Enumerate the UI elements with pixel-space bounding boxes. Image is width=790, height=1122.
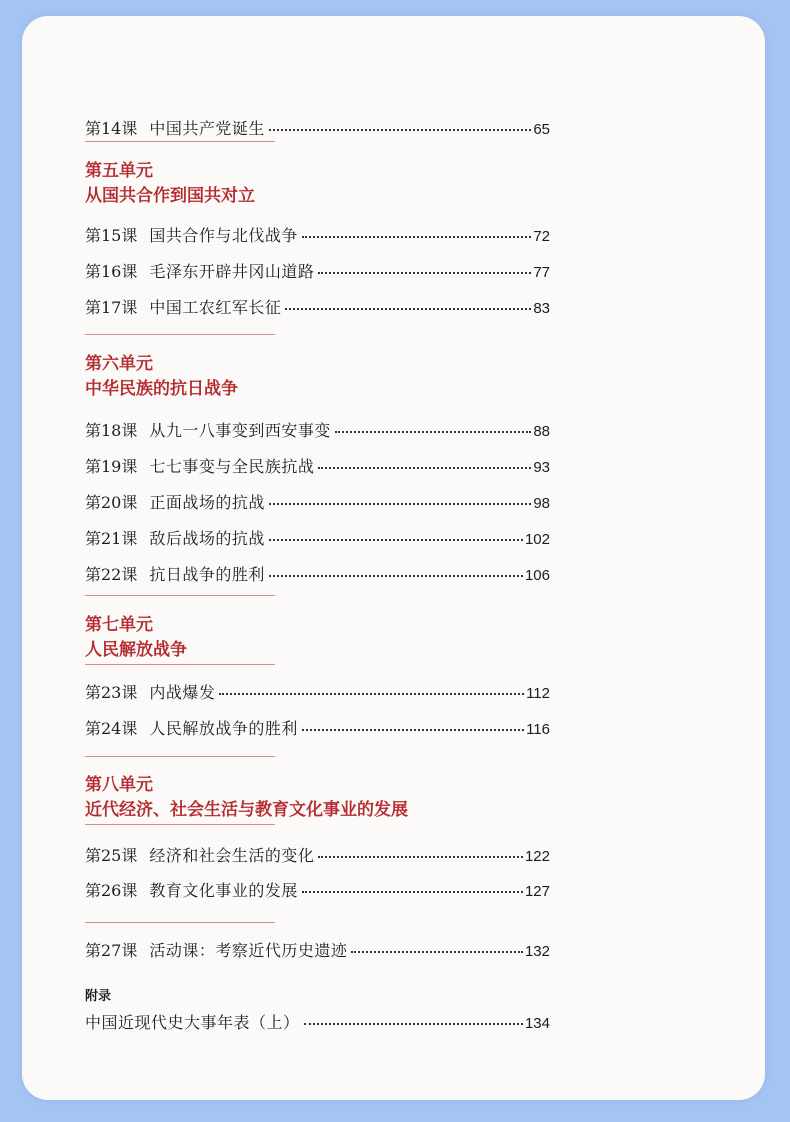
- lesson-title: 正面战场的抗战: [149, 493, 265, 512]
- dot-leader: [318, 272, 531, 274]
- toc-entry-lesson26[interactable]: [85, 878, 550, 901]
- page-number: 98: [533, 495, 550, 512]
- lesson-title: 人民解放战争的胜利: [149, 719, 298, 738]
- separator-line: [85, 824, 275, 825]
- unit6-title: 中华民族的抗日战争: [85, 379, 238, 399]
- lesson-title: 中国共产党诞生: [149, 119, 265, 138]
- lesson-number: 第24课: [85, 719, 138, 738]
- lesson-number: 第19课: [85, 457, 138, 476]
- dot-leader: [318, 856, 523, 858]
- toc-entry-lesson24[interactable]: [85, 716, 550, 739]
- page-number: 127: [524, 883, 550, 900]
- unit8-title: 近代经济、社会生活与教育文化事业的发展: [85, 800, 408, 820]
- lesson-title: 七七事变与全民族抗战: [149, 457, 315, 476]
- toc-entry-lesson18[interactable]: [85, 418, 550, 441]
- page-number: 116: [526, 721, 550, 738]
- unit5-label: 第五单元: [85, 161, 153, 181]
- lesson-number: 第23课: [85, 683, 138, 702]
- lesson-number: 第15课: [85, 226, 138, 245]
- separator-line: [85, 334, 275, 335]
- unit8-label: 第八单元: [85, 775, 153, 795]
- book-page: [22, 16, 765, 1100]
- lesson-title: 内战爆发: [149, 683, 216, 702]
- toc-entry-appendix[interactable]: [85, 1010, 550, 1033]
- dot-leader: [269, 539, 523, 541]
- page-number: 132: [524, 943, 550, 960]
- dot-leader: [335, 431, 531, 433]
- lesson-title: 经济和社会生活的变化: [149, 846, 315, 865]
- appendix-title: 中国近现代史大事年表（上）: [85, 1013, 300, 1032]
- lesson-number: 第18课: [85, 421, 138, 440]
- dot-leader: [269, 129, 531, 131]
- page-number: 122: [524, 848, 550, 865]
- toc-entry-lesson14[interactable]: [85, 116, 550, 139]
- unit5-title: 从国共合作到国共对立: [85, 186, 255, 206]
- dot-leader: [302, 891, 523, 893]
- separator-line: [85, 756, 275, 757]
- lesson-title: 抗日战争的胜利: [149, 565, 265, 584]
- lesson-number: 第26课: [85, 881, 138, 900]
- toc-entry-lesson27[interactable]: [85, 938, 550, 961]
- unit7-label: 第七单元: [85, 615, 153, 635]
- separator-line: [85, 664, 275, 665]
- table-of-contents: [22, 16, 765, 1100]
- page-number: 112: [526, 685, 550, 702]
- lesson-number: 第14课: [85, 119, 138, 138]
- lesson-number: 第25课: [85, 846, 138, 865]
- dot-leader: [302, 729, 524, 731]
- dot-leader: [351, 951, 523, 953]
- lesson-number: 第16课: [85, 262, 138, 281]
- page-number: 88: [533, 423, 550, 440]
- unit6-label: 第六单元: [85, 354, 153, 374]
- separator-line: [85, 141, 275, 142]
- unit7-title: 人民解放战争: [85, 640, 187, 660]
- lesson-number: 第17课: [85, 298, 138, 317]
- toc-entry-lesson21[interactable]: [85, 526, 550, 549]
- dot-leader: [269, 503, 531, 505]
- dot-leader: [269, 575, 523, 577]
- dot-leader: [318, 467, 531, 469]
- toc-entry-lesson22[interactable]: [85, 562, 550, 585]
- lesson-title: 毛泽东开辟井冈山道路: [149, 262, 315, 281]
- dot-leader: [285, 308, 531, 310]
- toc-entry-lesson16[interactable]: [85, 259, 550, 282]
- page-number: 93: [533, 459, 550, 476]
- lesson-number: 第27课: [85, 941, 138, 960]
- page-number: 134: [524, 1015, 550, 1032]
- dot-leader: [302, 236, 531, 238]
- lesson-number: 第22课: [85, 565, 138, 584]
- toc-entry-lesson15[interactable]: [85, 223, 550, 246]
- page-number: 102: [524, 531, 550, 548]
- lesson-number: 第20课: [85, 493, 138, 512]
- page-number: 77: [533, 264, 550, 281]
- toc-entry-lesson25[interactable]: [85, 843, 550, 866]
- page-number: 72: [533, 228, 550, 245]
- lesson-title: 国共合作与北伐战争: [149, 226, 298, 245]
- lesson-title: 教育文化事业的发展: [149, 881, 298, 900]
- page-number: 106: [524, 567, 550, 584]
- page-number: 65: [533, 121, 550, 138]
- lesson-number: 第21课: [85, 529, 138, 548]
- separator-line: [85, 922, 275, 923]
- appendix-label: 附录: [85, 988, 112, 1003]
- lesson-title: 中国工农红军长征: [149, 298, 282, 317]
- toc-entry-lesson17[interactable]: [85, 295, 550, 318]
- dot-leader: [304, 1023, 523, 1025]
- lesson-title: 活动课：考察近代历史遗迹: [149, 941, 348, 960]
- lesson-title: 敌后战场的抗战: [149, 529, 265, 548]
- lesson-title: 从九一八事变到西安事变: [149, 421, 331, 440]
- page-number: 83: [533, 300, 550, 317]
- toc-entry-lesson23[interactable]: [85, 680, 550, 703]
- separator-line: [85, 595, 275, 596]
- toc-entry-lesson20[interactable]: [85, 490, 550, 513]
- dot-leader: [219, 693, 524, 695]
- toc-entry-lesson19[interactable]: [85, 454, 550, 477]
